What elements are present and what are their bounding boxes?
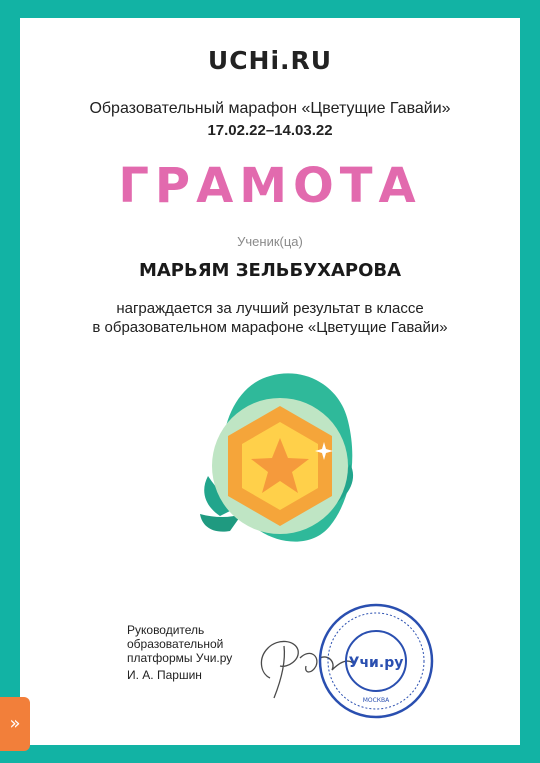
signer-title-line-3: платформы Учи.ру xyxy=(127,651,233,665)
double-chevron-right-icon: » xyxy=(9,713,21,734)
marathon-title: Образовательный марафон «Цветущие Гавайи» xyxy=(89,100,451,117)
stamp-center-text: Учи.ру xyxy=(348,655,404,671)
recipient-name: МАРЬЯМ ЗЕЛЬБУХАРОВА xyxy=(138,260,402,281)
signer-title-line-2: образовательной xyxy=(127,637,224,651)
signer-title xyxy=(127,623,232,665)
uchi-ru-logo: UCHi.RU xyxy=(207,46,333,75)
side-expand-button[interactable] xyxy=(0,697,30,751)
signer-name: И. А. Паршин xyxy=(127,668,202,682)
certificate-sheet xyxy=(20,18,520,745)
recipient-label: Ученик(ца) xyxy=(237,234,303,249)
official-stamp xyxy=(316,601,436,721)
stamp-bottom-text: МОСКВА xyxy=(362,697,390,704)
award-text-line-2: в образовательном марафоне «Цветущие Гавайи» xyxy=(92,319,448,336)
star-badge-icon xyxy=(200,366,360,556)
signer-title-line-1: Руководитель xyxy=(127,623,205,637)
marathon-dates: 17.02.22–14.03.22 xyxy=(207,122,333,139)
certificate-title: ГРАМОТА xyxy=(118,158,422,214)
award-text-line-1: награждается за лучший результат в классе xyxy=(116,300,424,317)
